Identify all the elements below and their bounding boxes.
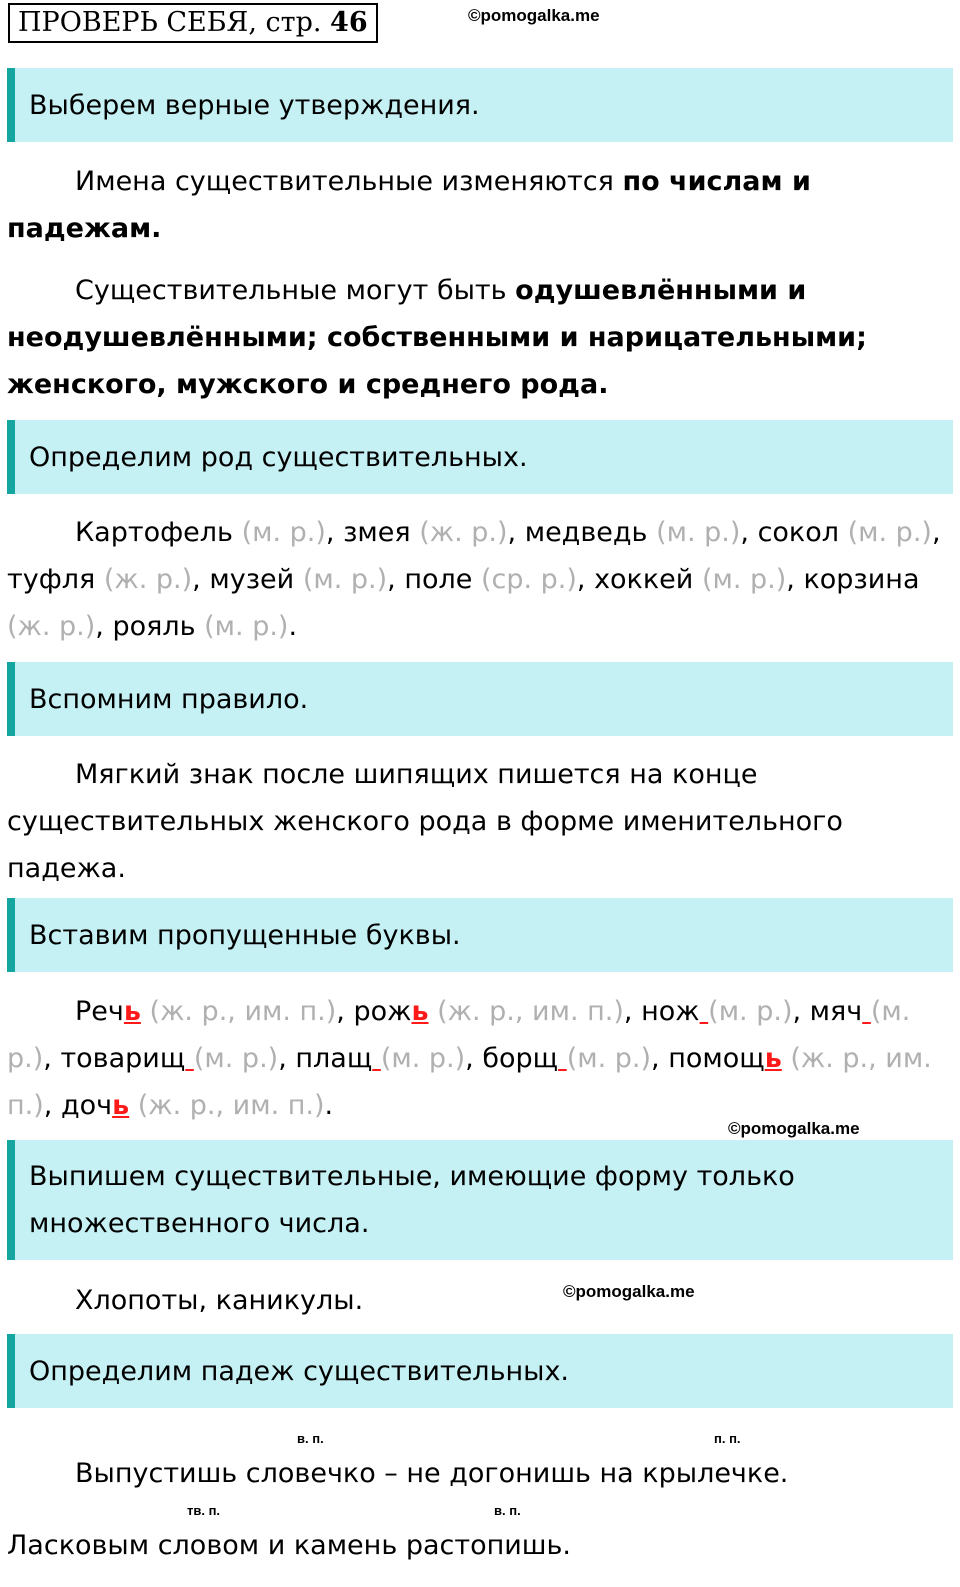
heading-text: Определим род существительных. xyxy=(29,441,528,473)
heading-text: Определим падеж существительных. xyxy=(29,1355,570,1387)
inserted-letter: ь xyxy=(411,996,429,1027)
case-label: в. п. xyxy=(297,1431,324,1446)
inserted-letter: ь xyxy=(112,1090,130,1121)
rule-paragraph: Мягкий знак после шипящих пишется на конце существительных женского рода в форме именительного падежа. xyxy=(7,759,843,884)
empty-slot xyxy=(185,1043,194,1074)
section-heading-statements xyxy=(7,68,953,142)
inserted-letter: ь xyxy=(123,996,141,1027)
page-number: 46 xyxy=(330,7,368,38)
heading-text: Вспомним правило. xyxy=(29,683,309,715)
proverb-line-2: Ласковым словом и камень растопишь. xyxy=(7,1530,571,1561)
watermark-bottom: ©pomogalka.me xyxy=(563,1282,695,1301)
inserted-letter: ь xyxy=(764,1043,782,1074)
case-label: тв. п. xyxy=(187,1503,221,1518)
section-heading-letters xyxy=(7,898,953,972)
empty-slot xyxy=(862,996,871,1027)
case-label: в. п. xyxy=(494,1503,521,1518)
section-heading-gender xyxy=(7,420,953,494)
section-heading-case xyxy=(7,1334,953,1408)
page-title-box xyxy=(8,3,378,43)
proverb-line-1: Выпустишь словечко – не догонишь на крылечке. xyxy=(75,1458,789,1489)
statement-paragraph-1: Имена существительные изменяются по числам и падежам. xyxy=(7,166,811,244)
empty-slot xyxy=(700,996,709,1027)
section-heading-rule xyxy=(7,662,953,736)
empty-slot xyxy=(372,1043,381,1074)
heading-text: Вставим пропущенные буквы. xyxy=(29,919,461,951)
case-label: п. п. xyxy=(714,1431,741,1446)
letters-paragraph: Речь (ж. р., им. п.), рожь (ж. р., им. п.), нож (м. р.), мяч (м. р.), товарищ (м. р.), плащ (м. р.), борщ (м. р.), помощь (ж. р., им. п.), дочь (ж. р., им. п.). xyxy=(7,996,932,1121)
gender-paragraph: Картофель (м. р.), змея (ж. р.), медведь (м. р.), сокол (м. р.), туфля (ж. р.), музей (м. р.), поле (ср. р.), хоккей (м. р.), корзина (ж. р.), рояль (м. р.). xyxy=(7,517,941,642)
statement-paragraph-2: Существительные могут быть одушевлёнными и неодушевлёнными; собственными и нарицательными; женского, мужского и среднего рода. xyxy=(7,275,867,400)
page-title: ПРОВЕРЬ СЕБЯ, стр. xyxy=(18,7,322,38)
section-heading-plural: Выпишем существительные, имеющие форму только множественного числа. xyxy=(7,1140,953,1260)
empty-slot xyxy=(558,1043,567,1074)
plural-answer: Хлопоты, каникулы. xyxy=(75,1285,364,1316)
heading-text: Выберем верные утверждения. xyxy=(29,89,480,121)
watermark-middle: ©pomogalka.me xyxy=(728,1119,860,1138)
watermark-top: ©pomogalka.me xyxy=(468,6,600,25)
